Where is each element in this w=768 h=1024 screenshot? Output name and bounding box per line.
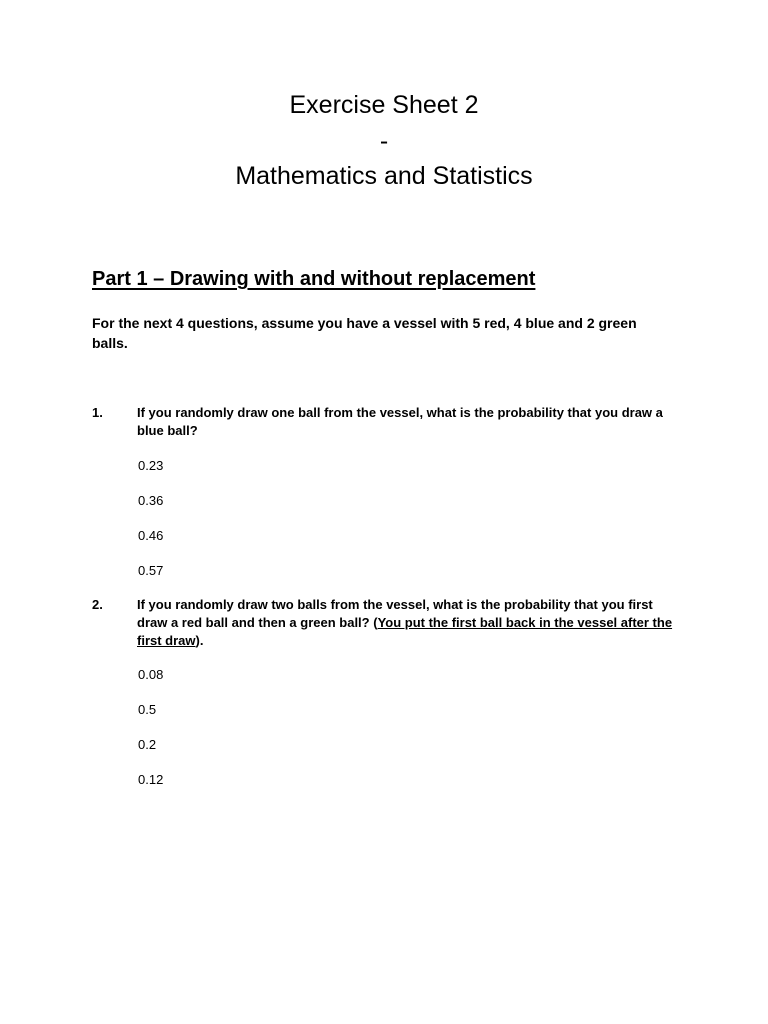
question-2-text xyxy=(137,596,677,650)
document-title-separator: - xyxy=(379,127,389,155)
question-2-option-a: 0.08 xyxy=(138,667,164,682)
question-2-text-main: If you randomly draw two balls from the vessel, what is the probability that you first draw a red ball and then a green ball? ( xyxy=(137,597,653,630)
question-1-option-d: 0.57 xyxy=(138,563,164,578)
question-2-option-c: 0.2 xyxy=(138,737,157,752)
question-1-option-b: 0.36 xyxy=(138,493,164,508)
question-1-option-c: 0.46 xyxy=(138,528,164,543)
question-1-text: If you randomly draw one ball from the vessel, what is the probability that you draw a blue ball? xyxy=(137,405,663,438)
document-title-line-1: Exercise Sheet 2 xyxy=(289,91,479,119)
question-2-text-end: ). xyxy=(195,633,204,648)
question-2-number: 2. xyxy=(92,597,103,612)
question-2-replacement-note: You put the first ball back in the vessel after the first draw xyxy=(137,615,673,648)
part1-heading: Part 1 – Drawing with and without replacement xyxy=(92,268,536,290)
question-1-option-a: 0.23 xyxy=(138,458,164,473)
question-1-number: 1. xyxy=(92,405,103,420)
question-2-option-b: 0.5 xyxy=(138,702,157,717)
part1-intro: For the next 4 questions, assume you have a vessel with 5 red, 4 blue and 2 green balls. xyxy=(92,315,637,351)
question-2-option-d: 0.12 xyxy=(138,772,164,787)
document-title-line-2: Mathematics and Statistics xyxy=(235,162,533,190)
